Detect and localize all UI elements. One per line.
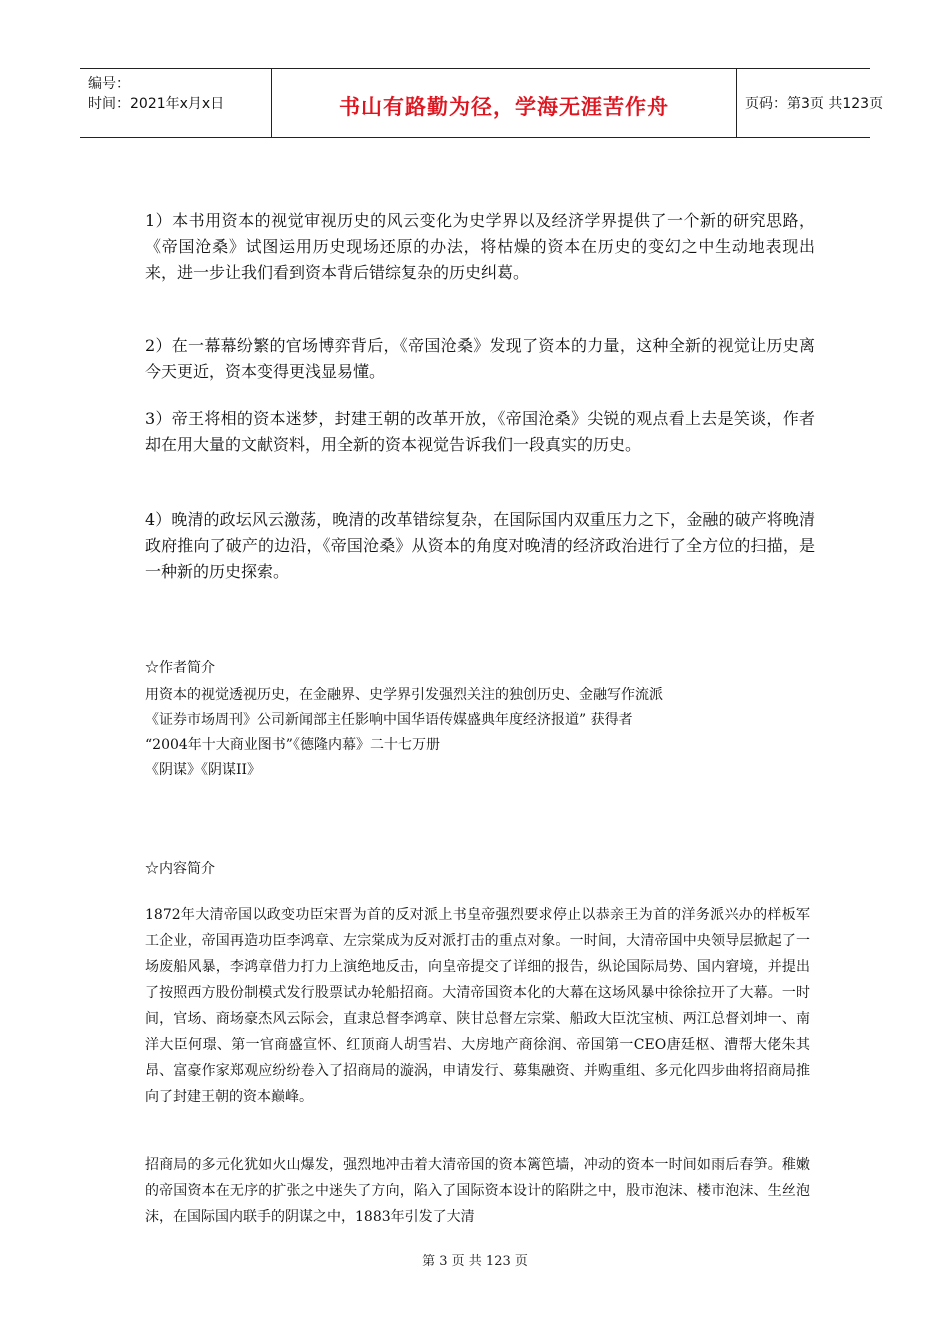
time-label: 时间：2021年x月x日 bbox=[88, 96, 225, 112]
header-motto: 书山有路勤为径，学海无涯苦作舟 bbox=[339, 95, 669, 119]
intro-point-3: 3）帝王将相的资本迷梦，封建王朝的改革开放，《帝国沧桑》尖锐的观点看上去是笑谈，作者却在用大量的文献资料，用全新的资本视觉告诉我们一段真实的历史。 bbox=[145, 409, 815, 454]
author-section-title: ☆作者简介 bbox=[145, 660, 215, 676]
content-section-title: ☆内容简介 bbox=[145, 861, 215, 877]
author-line-1: 用资本的视觉透视历史，在金融界、史学界引发强烈关注的独创历史、金融写作流派 bbox=[145, 687, 663, 703]
content-paragraph-1: 1872年大清帝国以政变功臣宋晋为首的反对派上书皇帝强烈要求停止以恭亲王为首的洋务派兴办的样板军工企业，帝国再造功臣李鸿章、左宗棠成为反对派打击的重点对象。一时间，大清帝国中央领导层掀起了一场废船风暴，李鸿章借力打力上演绝地反击，向皇帝提交了详细的报告，纵论国际局势、国内窘境，并提出了按照西方股份制模式发行股票试办轮船招商。大清帝国资本化的大幕在这场风暴中徐徐拉开了大幕。一时间，官场、商场豪杰风云际会，直隶总督李鸿章、陕甘总督左宗棠、船政大臣沈宝桢、两江总督刘坤一、南洋大臣何璟、第一官商盛宣怀、红顶商人胡雪岩、大房地产商徐润、帝国第一CEO唐廷枢、漕帮大佬朱其昂、富豪作家郑观应纷纷卷入了招商局的漩涡，申请发行、募集融资、并购重组、多元化四步曲将招商局推向了封建王朝的资本巅峰。 bbox=[145, 907, 810, 1105]
intro-point-4: 4）晚清的政坛风云激荡，晚清的改革错综复杂，在国际国内双重压力之下，金融的破产将晚清政府推向了破产的边沿，《帝国沧桑》从资本的角度对晚清的经济政治进行了全方位的扫描，是一种新的历史探索。 bbox=[145, 510, 815, 581]
author-line-2: 《证券市场周刊》公司新闻部主任影响中国华语传媒盛典年度经济报道” 获得者 bbox=[145, 712, 633, 728]
page-code: 页码：第3页 共123页 bbox=[745, 96, 884, 112]
number-label: 编号： bbox=[88, 76, 130, 92]
author-line-3: “2004年十大商业图书”《德隆内幕》二十七万册 bbox=[145, 737, 440, 753]
intro-point-2: 2）在一幕幕纷繁的官场博弈背后，《帝国沧桑》发现了资本的力量，这种全新的视觉让历史离今天更近，资本变得更浅显易懂。 bbox=[145, 336, 815, 381]
header-motto-cell bbox=[272, 69, 737, 137]
content-paragraph-2: 招商局的多元化犹如火山爆发，强烈地冲击着大清帝国的资本篱笆墙，冲动的资本一时间如雨后春笋。稚嫩的帝国资本在无序的扩张之中迷失了方向，陷入了国际资本设计的陷阱之中，股市泡沫、楼市泡沫、生丝泡沫，在国际国内联手的阴谋之中，1883年引发了大清 bbox=[145, 1157, 810, 1225]
intro-point-1: 1）本书用资本的视觉审视历史的风云变化为史学界以及经济学界提供了一个新的研究思路，《帝国沧桑》试图运用历史现场还原的办法，将枯燥的资本在历史的变幻之中生动地表现出来，进一步让我们看到资本背后错综复杂的历史纠葛。 bbox=[145, 211, 815, 282]
page-footer: 第 3 页 共 123 页 bbox=[422, 1254, 528, 1269]
header-meta-cell bbox=[80, 69, 272, 137]
page-header bbox=[80, 68, 884, 138]
author-line-4: 《阴谋》《阴谋II》 bbox=[145, 762, 262, 778]
header-page-cell bbox=[737, 69, 884, 137]
